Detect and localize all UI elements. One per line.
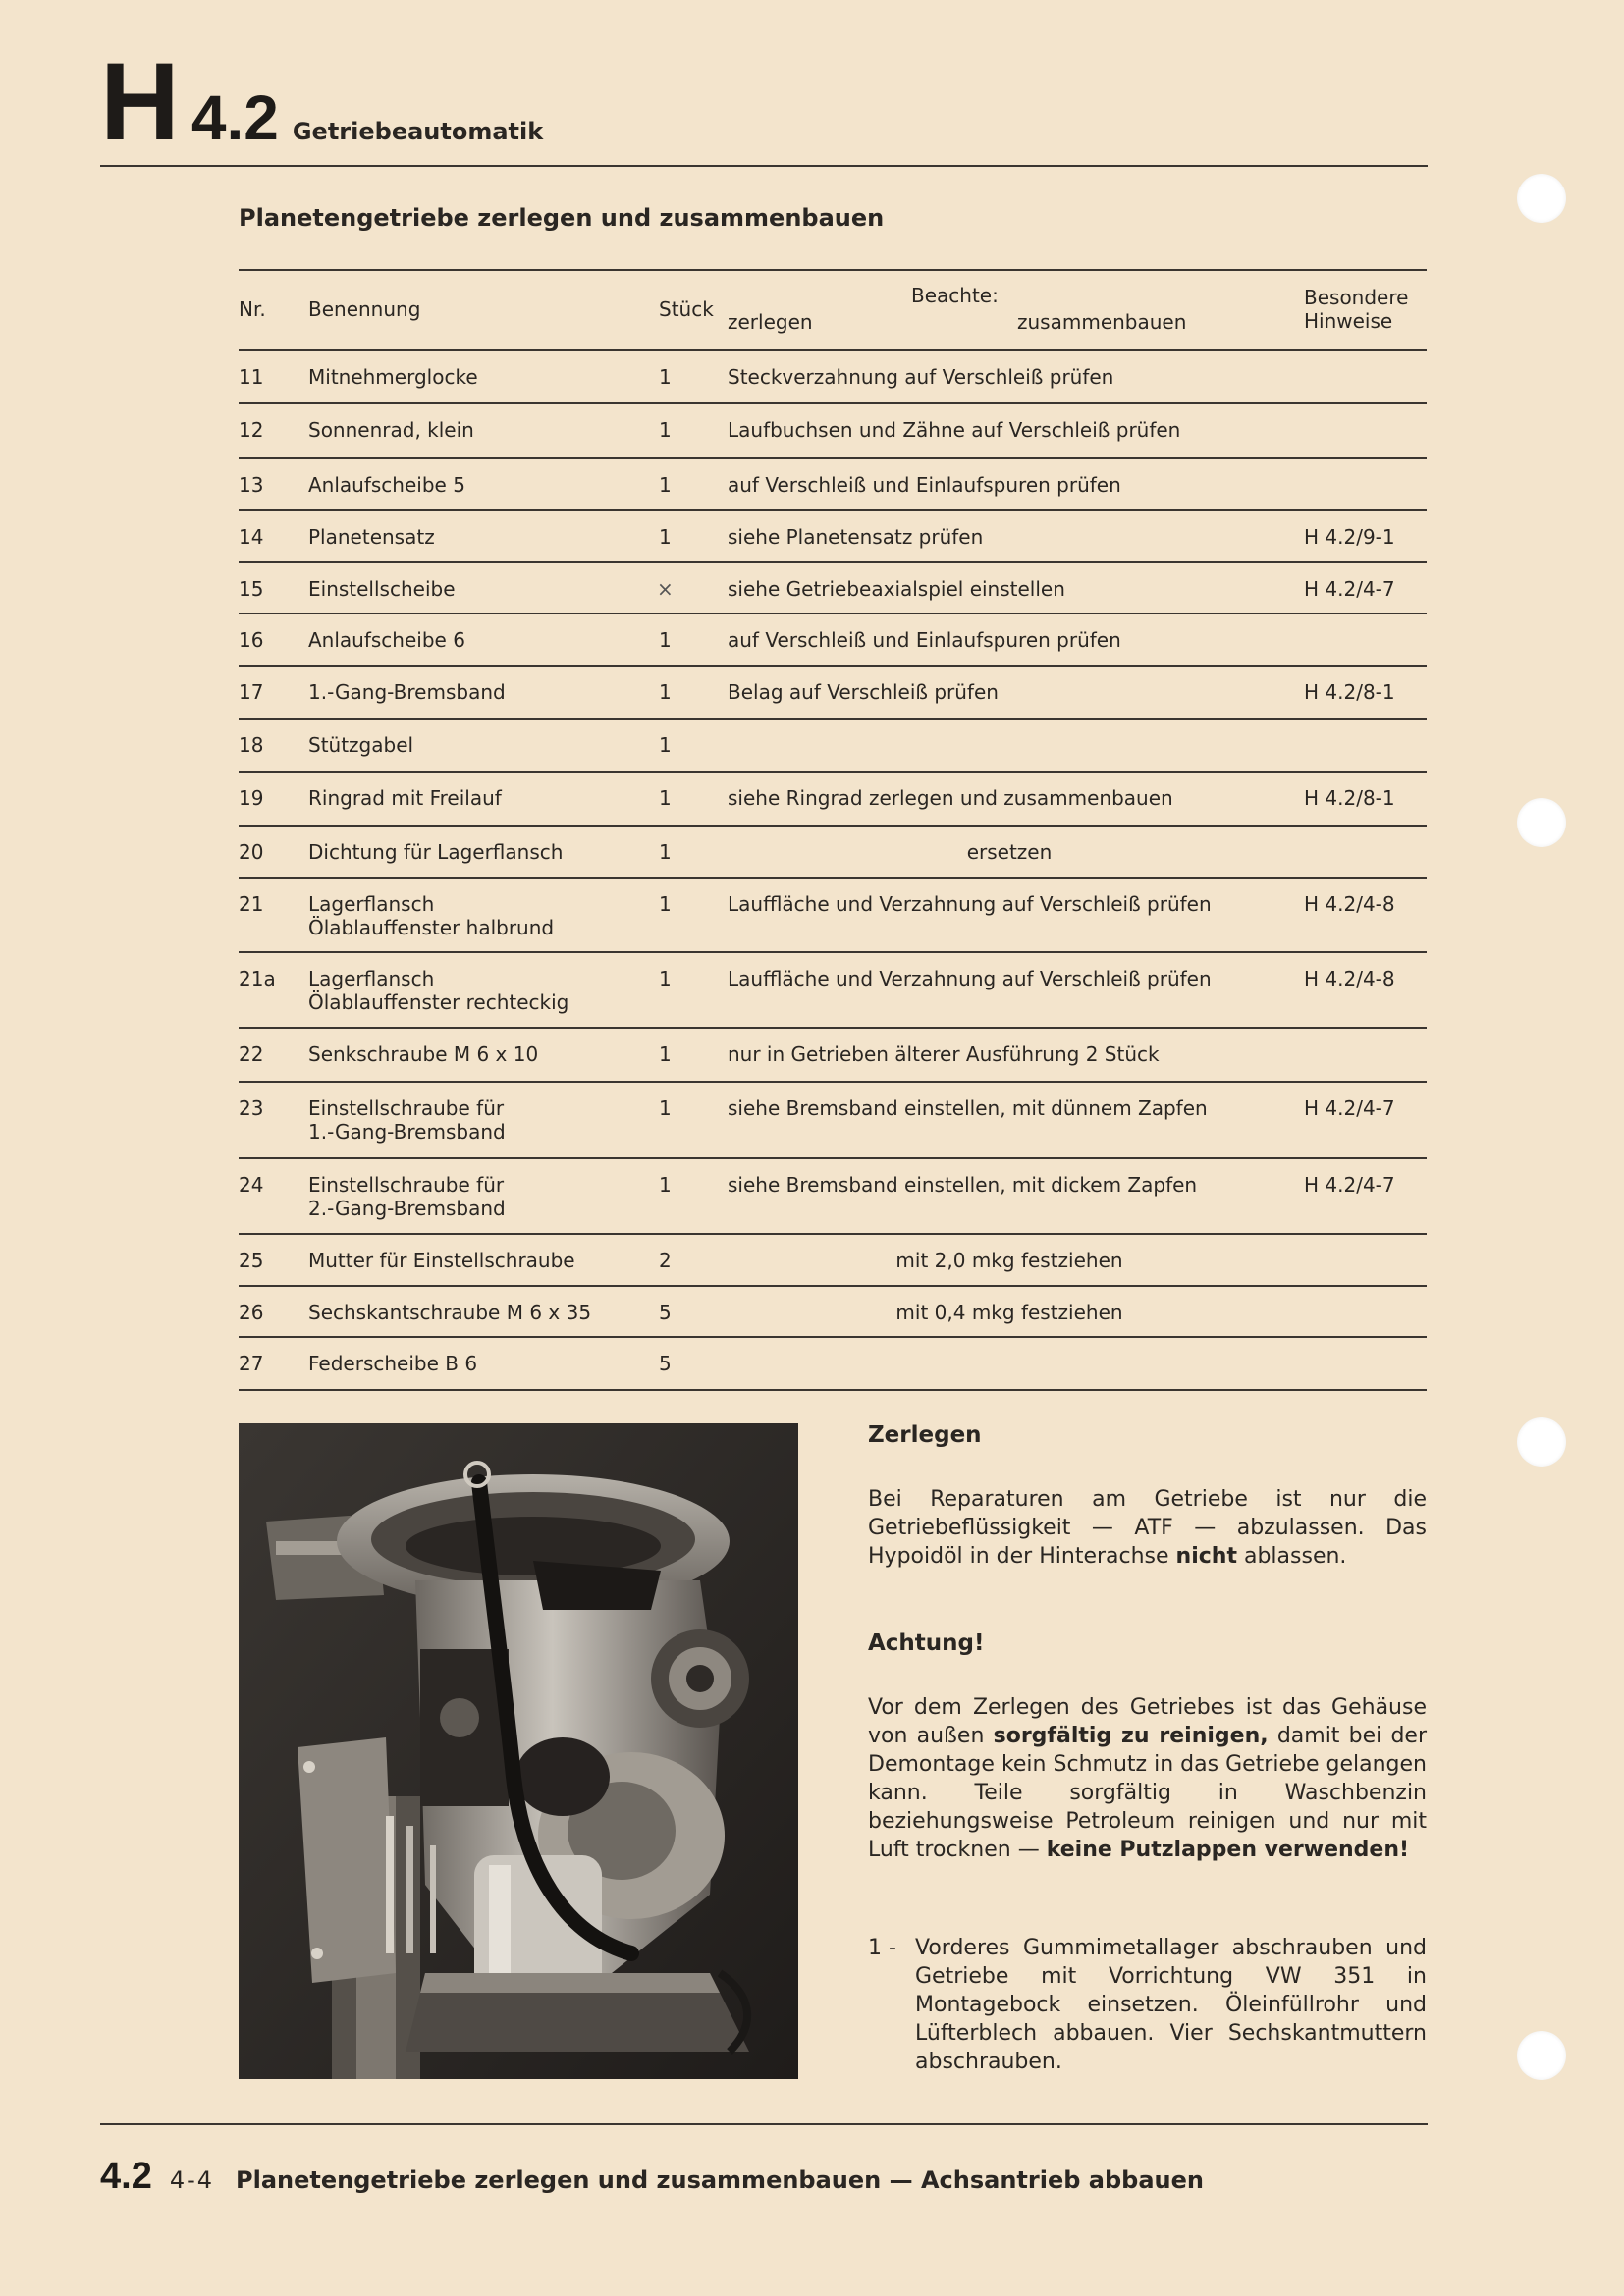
- cell-beachte: siehe Ringrad zerlegen und zusammenbauen: [728, 786, 1173, 810]
- col-zerlegen: zerlegen: [728, 310, 813, 334]
- cell-stueck: 5: [659, 1301, 672, 1324]
- cell-beachte: mit 0,4 mkg festziehen: [895, 1301, 1123, 1324]
- cell-ref: H 4.2/8-1: [1304, 786, 1395, 810]
- cell-beachte: siehe Bremsband einstellen, mit dickem Zapfen: [728, 1173, 1198, 1197]
- cell-benennung: Sonnenrad, klein: [308, 418, 474, 442]
- zerlegen-text-b: ablassen.: [1236, 1544, 1347, 1569]
- cell-stueck: 1: [659, 786, 672, 810]
- achtung-paragraph: [868, 1693, 1427, 1864]
- table-row: [239, 667, 1427, 720]
- cell-benennung-2: Ölablauffenster rechteckig: [308, 990, 569, 1014]
- cell-nr: 21: [239, 892, 264, 916]
- table-row: [239, 563, 1427, 614]
- table-row: [239, 511, 1427, 563]
- cell-benennung: Dichtung für Lagerflansch: [308, 840, 564, 864]
- cell-benennung: Mitnehmerglocke: [308, 365, 478, 389]
- cell-beachte: Laufbuchsen und Zähne auf Verschleiß prüfen: [728, 418, 1181, 442]
- cell-benennung-2: 1.-Gang-Bremsband: [308, 1120, 506, 1144]
- cell-benennung: Sechskantschraube M 6 x 35: [308, 1301, 592, 1324]
- header-number: 4.2: [190, 82, 279, 153]
- cell-nr: 21a: [239, 967, 276, 990]
- cell-beachte: Lauffläche und Verzahnung auf Verschleiß prüfen: [728, 892, 1212, 916]
- cell-benennung: Planetensatz: [308, 525, 435, 549]
- zerlegen-heading: Zerlegen: [868, 1422, 982, 1448]
- cell-benennung: Senkschraube M 6 x 10: [308, 1042, 539, 1066]
- col-besondere: Besondere: [1304, 286, 1409, 309]
- achtung-bold-1: sorgfältig zu reinigen,: [993, 1724, 1269, 1748]
- cell-benennung-2: Ölablauffenster halbrund: [308, 916, 555, 939]
- table-row: [239, 1029, 1427, 1083]
- col-stueck: Stück: [659, 297, 714, 321]
- cell-nr: 25: [239, 1249, 264, 1272]
- cell-benennung: Anlaufscheibe 6: [308, 628, 465, 652]
- cell-nr: 24: [239, 1173, 264, 1197]
- table-row: [239, 953, 1427, 1029]
- page-header: [100, 40, 544, 163]
- footer-title: Planetengetriebe zerlegen und zusammenbauen — Achsantrieb abbauen: [236, 2166, 1204, 2194]
- cell-nr: 19: [239, 786, 264, 810]
- table-row: [239, 879, 1427, 953]
- cell-nr: 20: [239, 840, 264, 864]
- cell-nr: 22: [239, 1042, 264, 1066]
- step-1-number: 1 -: [868, 1936, 896, 1960]
- achtung-text-2: damit bei der Demontage kein Schmutz in das Getriebe gelangen kann. Teile sorgfältig in Waschbenzin beziehungsweise Petroleum reinigen und nur mit Luft trocknen —: [868, 1724, 1428, 1862]
- footer-section-number: 4.2: [100, 2156, 152, 2197]
- cell-benennung: Einstellscheibe: [308, 577, 456, 601]
- cell-benennung: Anlaufscheibe 5: [308, 473, 465, 497]
- cell-beachte: auf Verschleiß und Einlaufspuren prüfen: [728, 628, 1121, 652]
- parts-table: [239, 269, 1427, 1391]
- cell-benennung-2: 2.-Gang-Bremsband: [308, 1197, 506, 1220]
- cell-ref: H 4.2/8-1: [1304, 680, 1395, 704]
- cell-beachte: Lauffläche und Verzahnung auf Verschleiß prüfen: [728, 967, 1212, 990]
- cell-beachte: mit 2,0 mkg festziehen: [895, 1249, 1123, 1272]
- col-zusammenbauen: zusammenbauen: [1017, 310, 1187, 334]
- cell-benennung: Federscheibe B 6: [308, 1352, 478, 1375]
- step-1-text: Vorderes Gummimetallager abschrauben und Getriebe mit Vorrichtung VW 351 in Montagebock einsetzen. Öleinfüllrohr und Lüfterblech abbauen. Vier Sechskantmuttern abschrauben.: [915, 1936, 1427, 2074]
- cell-ref: H 4.2/4-7: [1304, 577, 1395, 601]
- cell-beachte: siehe Getriebeaxialspiel einstellen: [728, 577, 1065, 601]
- cell-stueck: 1: [659, 473, 672, 497]
- step-1: [868, 1934, 1427, 2076]
- cell-stueck: 1: [659, 418, 672, 442]
- table-row: [239, 1338, 1427, 1391]
- table-row: [239, 1083, 1427, 1159]
- table-row: [239, 614, 1427, 667]
- section-title: Planetengetriebe zerlegen und zusammenbauen: [239, 204, 885, 232]
- achtung-text-1: Vor dem Zerlegen des Getriebes ist das Gehäuse von außen: [868, 1695, 1427, 1748]
- cell-ref: H 4.2/9-1: [1304, 525, 1395, 549]
- zerlegen-text-a: Bei Reparaturen am Getriebe ist nur die Getriebeflüssigkeit — ATF — abzulassen. Das Hypoidöl in der Hinterachse: [868, 1487, 1427, 1569]
- zerlegen-text-bold: nicht: [1175, 1544, 1237, 1569]
- cell-stueck: ×: [657, 577, 674, 601]
- cell-stueck: 1: [659, 680, 672, 704]
- achtung-bold-2: keine Putzlappen verwenden!: [1046, 1838, 1410, 1862]
- cell-benennung: Ringrad mit Freilauf: [308, 786, 502, 810]
- zerlegen-paragraph: [868, 1485, 1427, 1571]
- cell-nr: 13: [239, 473, 264, 497]
- cell-stueck: 1: [659, 1173, 672, 1197]
- table-row: [239, 404, 1427, 459]
- table-row: [239, 720, 1427, 773]
- cell-nr: 15: [239, 577, 264, 601]
- cell-ref: H 4.2/4-8: [1304, 892, 1395, 916]
- cell-nr: 11: [239, 365, 264, 389]
- table-row: [239, 459, 1427, 511]
- cell-beachte: auf Verschleiß und Einlaufspuren prüfen: [728, 473, 1121, 497]
- cell-beachte: siehe Bremsband einstellen, mit dünnem Zapfen: [728, 1096, 1208, 1120]
- cell-benennung: Einstellschraube für: [308, 1173, 505, 1197]
- cell-benennung: 1.-Gang-Bremsband: [308, 680, 506, 704]
- cell-stueck: 1: [659, 365, 672, 389]
- cell-stueck: 1: [659, 525, 672, 549]
- cell-nr: 27: [239, 1352, 264, 1375]
- transmission-photo: [239, 1423, 798, 2079]
- table-row: [239, 1287, 1427, 1338]
- cell-stueck: 1: [659, 733, 672, 757]
- table-row: [239, 1235, 1427, 1287]
- col-nr: Nr.: [239, 297, 266, 321]
- cell-stueck: 1: [659, 628, 672, 652]
- cell-nr: 17: [239, 680, 264, 704]
- punch-hole: [1517, 2031, 1566, 2080]
- transmission-photo-illustration: [239, 1423, 798, 2079]
- cell-stueck: 2: [659, 1249, 672, 1272]
- table-row: [239, 773, 1427, 827]
- col-beachte: Beachte:: [911, 284, 999, 307]
- cell-beachte: ersetzen: [966, 840, 1053, 864]
- cell-beachte: Belag auf Verschleiß prüfen: [728, 680, 999, 704]
- cell-stueck: 1: [659, 892, 672, 916]
- table-row: [239, 1159, 1427, 1235]
- punch-hole: [1517, 174, 1566, 223]
- cell-nr: 23: [239, 1096, 264, 1120]
- cell-benennung: Lagerflansch: [308, 967, 435, 990]
- table-row: [239, 827, 1427, 879]
- col-hinweise: Hinweise: [1304, 309, 1393, 333]
- cell-ref: H 4.2/4-7: [1304, 1096, 1395, 1120]
- cell-ref: H 4.2/4-7: [1304, 1173, 1395, 1197]
- cell-stueck: 1: [659, 1096, 672, 1120]
- cell-benennung: Mutter für Einstellschraube: [308, 1249, 575, 1272]
- cell-stueck: 1: [659, 840, 672, 864]
- col-benennung: Benennung: [308, 297, 421, 321]
- page-footer: [100, 2156, 1204, 2198]
- cell-nr: 12: [239, 418, 264, 442]
- cell-stueck: 1: [659, 967, 672, 990]
- header-title: Getriebeautomatik: [292, 118, 544, 145]
- punch-hole: [1517, 1417, 1566, 1467]
- table-header: [239, 269, 1427, 351]
- cell-ref: H 4.2/4-8: [1304, 967, 1395, 990]
- cell-nr: 26: [239, 1301, 264, 1324]
- cell-nr: 18: [239, 733, 264, 757]
- punch-hole: [1517, 798, 1566, 847]
- cell-beachte: Steckverzahnung auf Verschleiß prüfen: [728, 365, 1114, 389]
- table-row: [239, 351, 1427, 404]
- header-rule: [100, 165, 1428, 167]
- header-letter: H: [100, 40, 180, 163]
- cell-beachte: nur in Getrieben älterer Ausführung 2 Stück: [728, 1042, 1160, 1066]
- footer-rule: [100, 2123, 1428, 2125]
- cell-nr: 16: [239, 628, 264, 652]
- cell-stueck: 1: [659, 1042, 672, 1066]
- cell-benennung: Einstellschraube für: [308, 1096, 505, 1120]
- cell-benennung: Lagerflansch: [308, 892, 435, 916]
- footer-page-number: 4-4: [169, 2166, 215, 2194]
- achtung-heading: Achtung!: [868, 1630, 985, 1656]
- cell-benennung: Stützgabel: [308, 733, 414, 757]
- cell-stueck: 5: [659, 1352, 672, 1375]
- cell-nr: 14: [239, 525, 264, 549]
- cell-beachte: siehe Planetensatz prüfen: [728, 525, 984, 549]
